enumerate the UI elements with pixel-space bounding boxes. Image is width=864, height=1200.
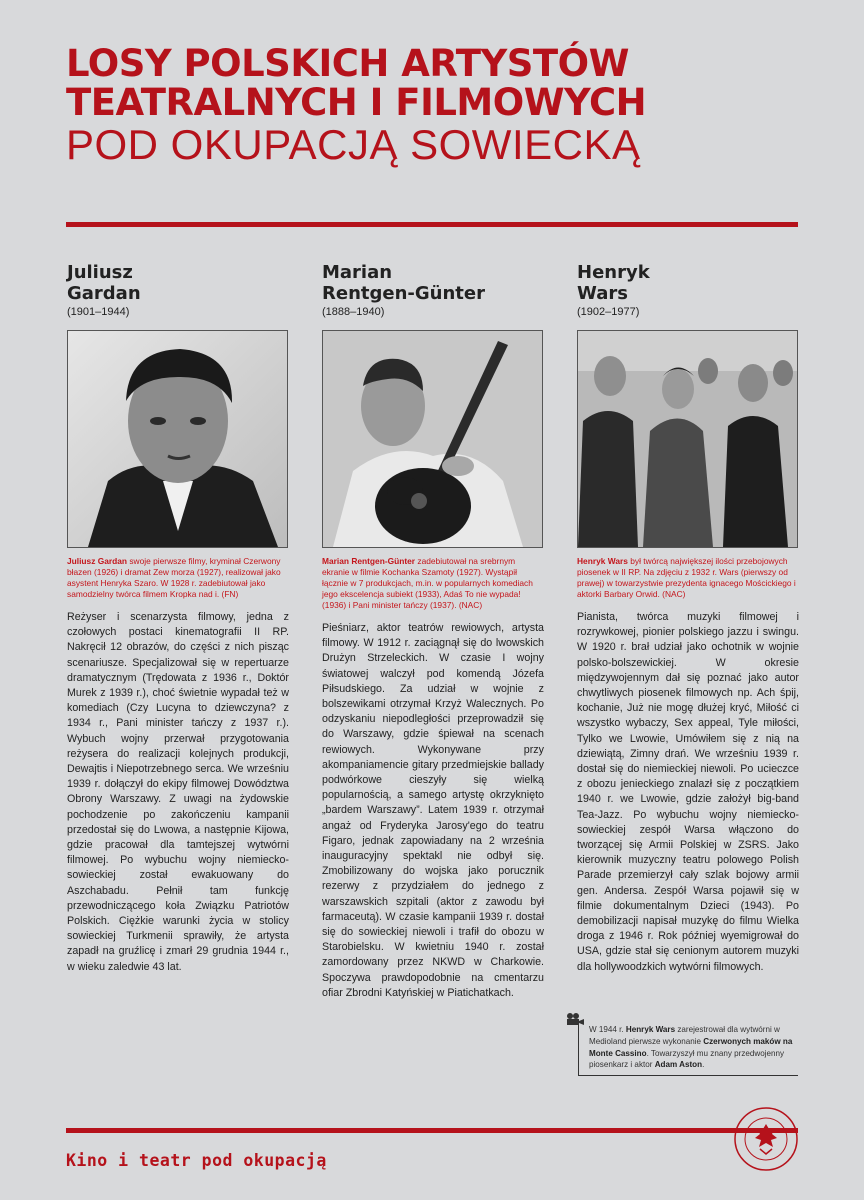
caption-text: swoje pierwsze filmy, kryminał Czerwony błazen (1926) i dramat Zew morza (1927), realizował jako asystent Henryka Szaro. W 1928 r. zadebiutował jako samodzielny twórca filmem Kropka nad i. (FN) xyxy=(67,556,281,599)
wars-note-box xyxy=(578,1022,798,1076)
artist-column-rentgen-gunter xyxy=(322,262,544,1001)
bottom-divider xyxy=(66,1128,798,1133)
caption-text: był twórcą największej ilości przebojowych piosenek w II RP. Na zdjęciu z 1932 r. Wars (pierwszy od prawej) w towarzystwie prezydenta ignacego Mościckiego i aktorki Barbary Orwid. (NAC) xyxy=(577,556,796,599)
note-name: Henryk Wars xyxy=(625,1025,676,1034)
artist-last-name: Wars xyxy=(577,283,628,304)
artist-photo-wars xyxy=(577,330,798,548)
artist-years: (1901–1944) xyxy=(67,306,130,318)
photo-caption xyxy=(577,556,799,600)
page-title xyxy=(66,44,826,168)
artist-photo-rentgen-gunter xyxy=(322,330,543,548)
artist-years: (1902–1977) xyxy=(577,306,640,318)
artist-first-name: Henryk xyxy=(577,262,650,283)
biography-text: Pianista, twórca muzyki filmowej i rozrywkowej, pionier polskiego jazzu i swingu. W 1920 r. brał udział jako ochotnik w wojnie polsko-bolszewickiej. W okresie międzywojennym dał się poznać jako autor chwytliwych piosenek filmowych np. Ach śpij, kochanie, Już nie mogę dłużej kryć, Miłość ci wszystko wybaczy, Sex appeal, Tyle miłości, Tylko we Lwowie, Umówiłem się z nią na dziewiątą, Zimny drań. We wrześniu 1939 r. dostał się do niemieckiej niewoli. Po ucieczce z obozu jenieckiego znalazł się z początkiem 1940 r. we Lwowie, gdzie założył big-band Tea-Jazz. Po wybuchu wojny niemiecko-sowieckiej zespół Warsa włączono do tworzącej się Armii Polskiej w ZSRS. Jako kierownik muzyczny teatru polowego Polish Parade przemierzył cały szlak bojowy armii gen. Andersa. Zespół Warsa pojawił się w filmie dokumentalnym Dzieci (1943). Po demobilizacji napisał muzykę do filmu Wielka droga z 1946 r. Rok później wyemigrował do USA, gdzie stał się cenionym autorem muzyki dla hollywoodzkich wytwórni filmowych. xyxy=(577,611,799,973)
title-line-1: LOSY POLSKICH ARTYSTÓW xyxy=(66,42,629,85)
ipn-seal-logo xyxy=(733,1106,799,1172)
note-text: . xyxy=(702,1060,705,1070)
artist-column-wars xyxy=(577,262,799,975)
title-line-2: TEATRALNYCH I FILMOWYCH xyxy=(66,81,647,124)
artist-column-gardan xyxy=(67,262,289,975)
artist-first-name: Juliusz xyxy=(67,262,133,283)
note-text: . Towarzyszył mu znany przedwojenny piosenkarz i aktor xyxy=(589,1048,785,1070)
caption-name: Henryk Wars xyxy=(577,556,628,566)
biography-text: Pieśniarz, aktor teatrów rewiowych, artysta filmowy. W 1912 r. zaciągnął się do lwowskich Drużyn Strzeleckich. W czasie I wojny światowej walczył pod komendą Józefa Piłsudskiego. Za udział w wojnie z bolszewikami otrzymał Krzyż Walecznych. Po odzyskaniu niepodległości przeprowadził się do Warszawy, gdzie śpiewał na scenach rewiowych. Wykonywane przy akompaniamencie gitary przedmiejskie ballady podwórkowe cieszyły się wielką popularnością, a samego artystę okrzyknięto „bardem Warszawy”. Latem 1939 r. otrzymał angaż od Fryderyka Jarosy'ego do teatru Figaro, jednak zapowiadany na 2 września inauguracyjny spektakl nie odbył się. Zmobilizowany do wojska jako porucznik rezerwy z przydziałem do jednego z warszawskich szpitali (aktor z zawodu był farmaceutą). W czasie kampanii 1939 r. dostał się do sowieckiej niewoli i trafił do obozu w Starobielsku. W kwietniu 1940 r. został zamordowany przez NKWD w Charkowie. Spoczywa prawdopodobnie na cmentarzu ofiar Zbrodni Katyńskiej w Piatichatkach. xyxy=(322,622,544,999)
caption-text: zadebiutował na srebrnym ekranie w filmie Kochanka Szamoty (1927). Wystąpił łącznie w 7 produkcjach, m.in. w popularnych komediach jego ekscelencja subiekt (1933), Adaś To nie wypada! (1936) i Pani minister tańczy (1937). (NAC) xyxy=(322,556,533,610)
photo-caption xyxy=(67,556,289,600)
biography-text: Reżyser i scenarzysta filmowy, jedna z czołowych postaci kinematografii II RP. Nakręcił 12 obrazów, do części z nich pisząc scenariusze. Specjalizował się w repertuarze dramatycznym (Trędowata z 1936 r., Doktór Murek z 1939 r.), choć świetnie wypadał też w komediach (Czy Lucyna to dziewczyna? z 1934 r., Pani minister tańczy z 1937 r.). Wybuch wojny przerwał przygotowania reżysera do realizacji kolejnych produkcji, Dewajtis i Niepotrzebnego serca. We wrześniu 1939 r. dołączył do ekipy filmowej Dowództwa Obrony Warszawy. Z uwagi na żydowskie pochodzenie po zakończeniu kampanii przedostał się do Lwowa, a następnie Kijowa, gdzie pracował dla tamtejszej wytwórni filmowej. Po wybuchu wojny niemiecko-sowieckiej został ewakuowany do Aszchabadu. Pełnił tam funkcję przewodniczącego koła Związku Patriotów Polskich. Ciężkie warunki życia w stolicy sowieckiej Turkmenii sprawiły, że artysta zapadł na gruźlicę i zmarł 29 grudnia 1944 r., w wieku zaledwie 43 lat. xyxy=(67,611,289,973)
caption-name: Juliusz Gardan xyxy=(67,556,128,566)
artist-years: (1888–1940) xyxy=(322,306,385,318)
photo-caption xyxy=(322,556,544,611)
footer-series-title: Kino i teatr pod okupacją xyxy=(66,1151,327,1170)
note-song: Czerwonych maków na Monte Cassino xyxy=(589,1036,793,1058)
artist-photo-gardan xyxy=(67,330,288,548)
caption-name: Marian Rentgen-Günter xyxy=(322,556,416,566)
note-name: Adam Aston xyxy=(654,1060,703,1070)
artist-first-name: Marian xyxy=(322,262,393,283)
note-text: W 1944 r. xyxy=(589,1025,626,1034)
title-line-3: POD OKUPACJĄ SOWIECKĄ xyxy=(66,121,641,168)
artist-last-name: Gardan xyxy=(67,283,141,304)
artist-last-name: Rentgen-Günter xyxy=(322,283,485,304)
note-text: zarejestrował dla wytwórni w Medioland pierwsze wykonanie xyxy=(589,1025,780,1046)
top-divider xyxy=(66,222,798,227)
